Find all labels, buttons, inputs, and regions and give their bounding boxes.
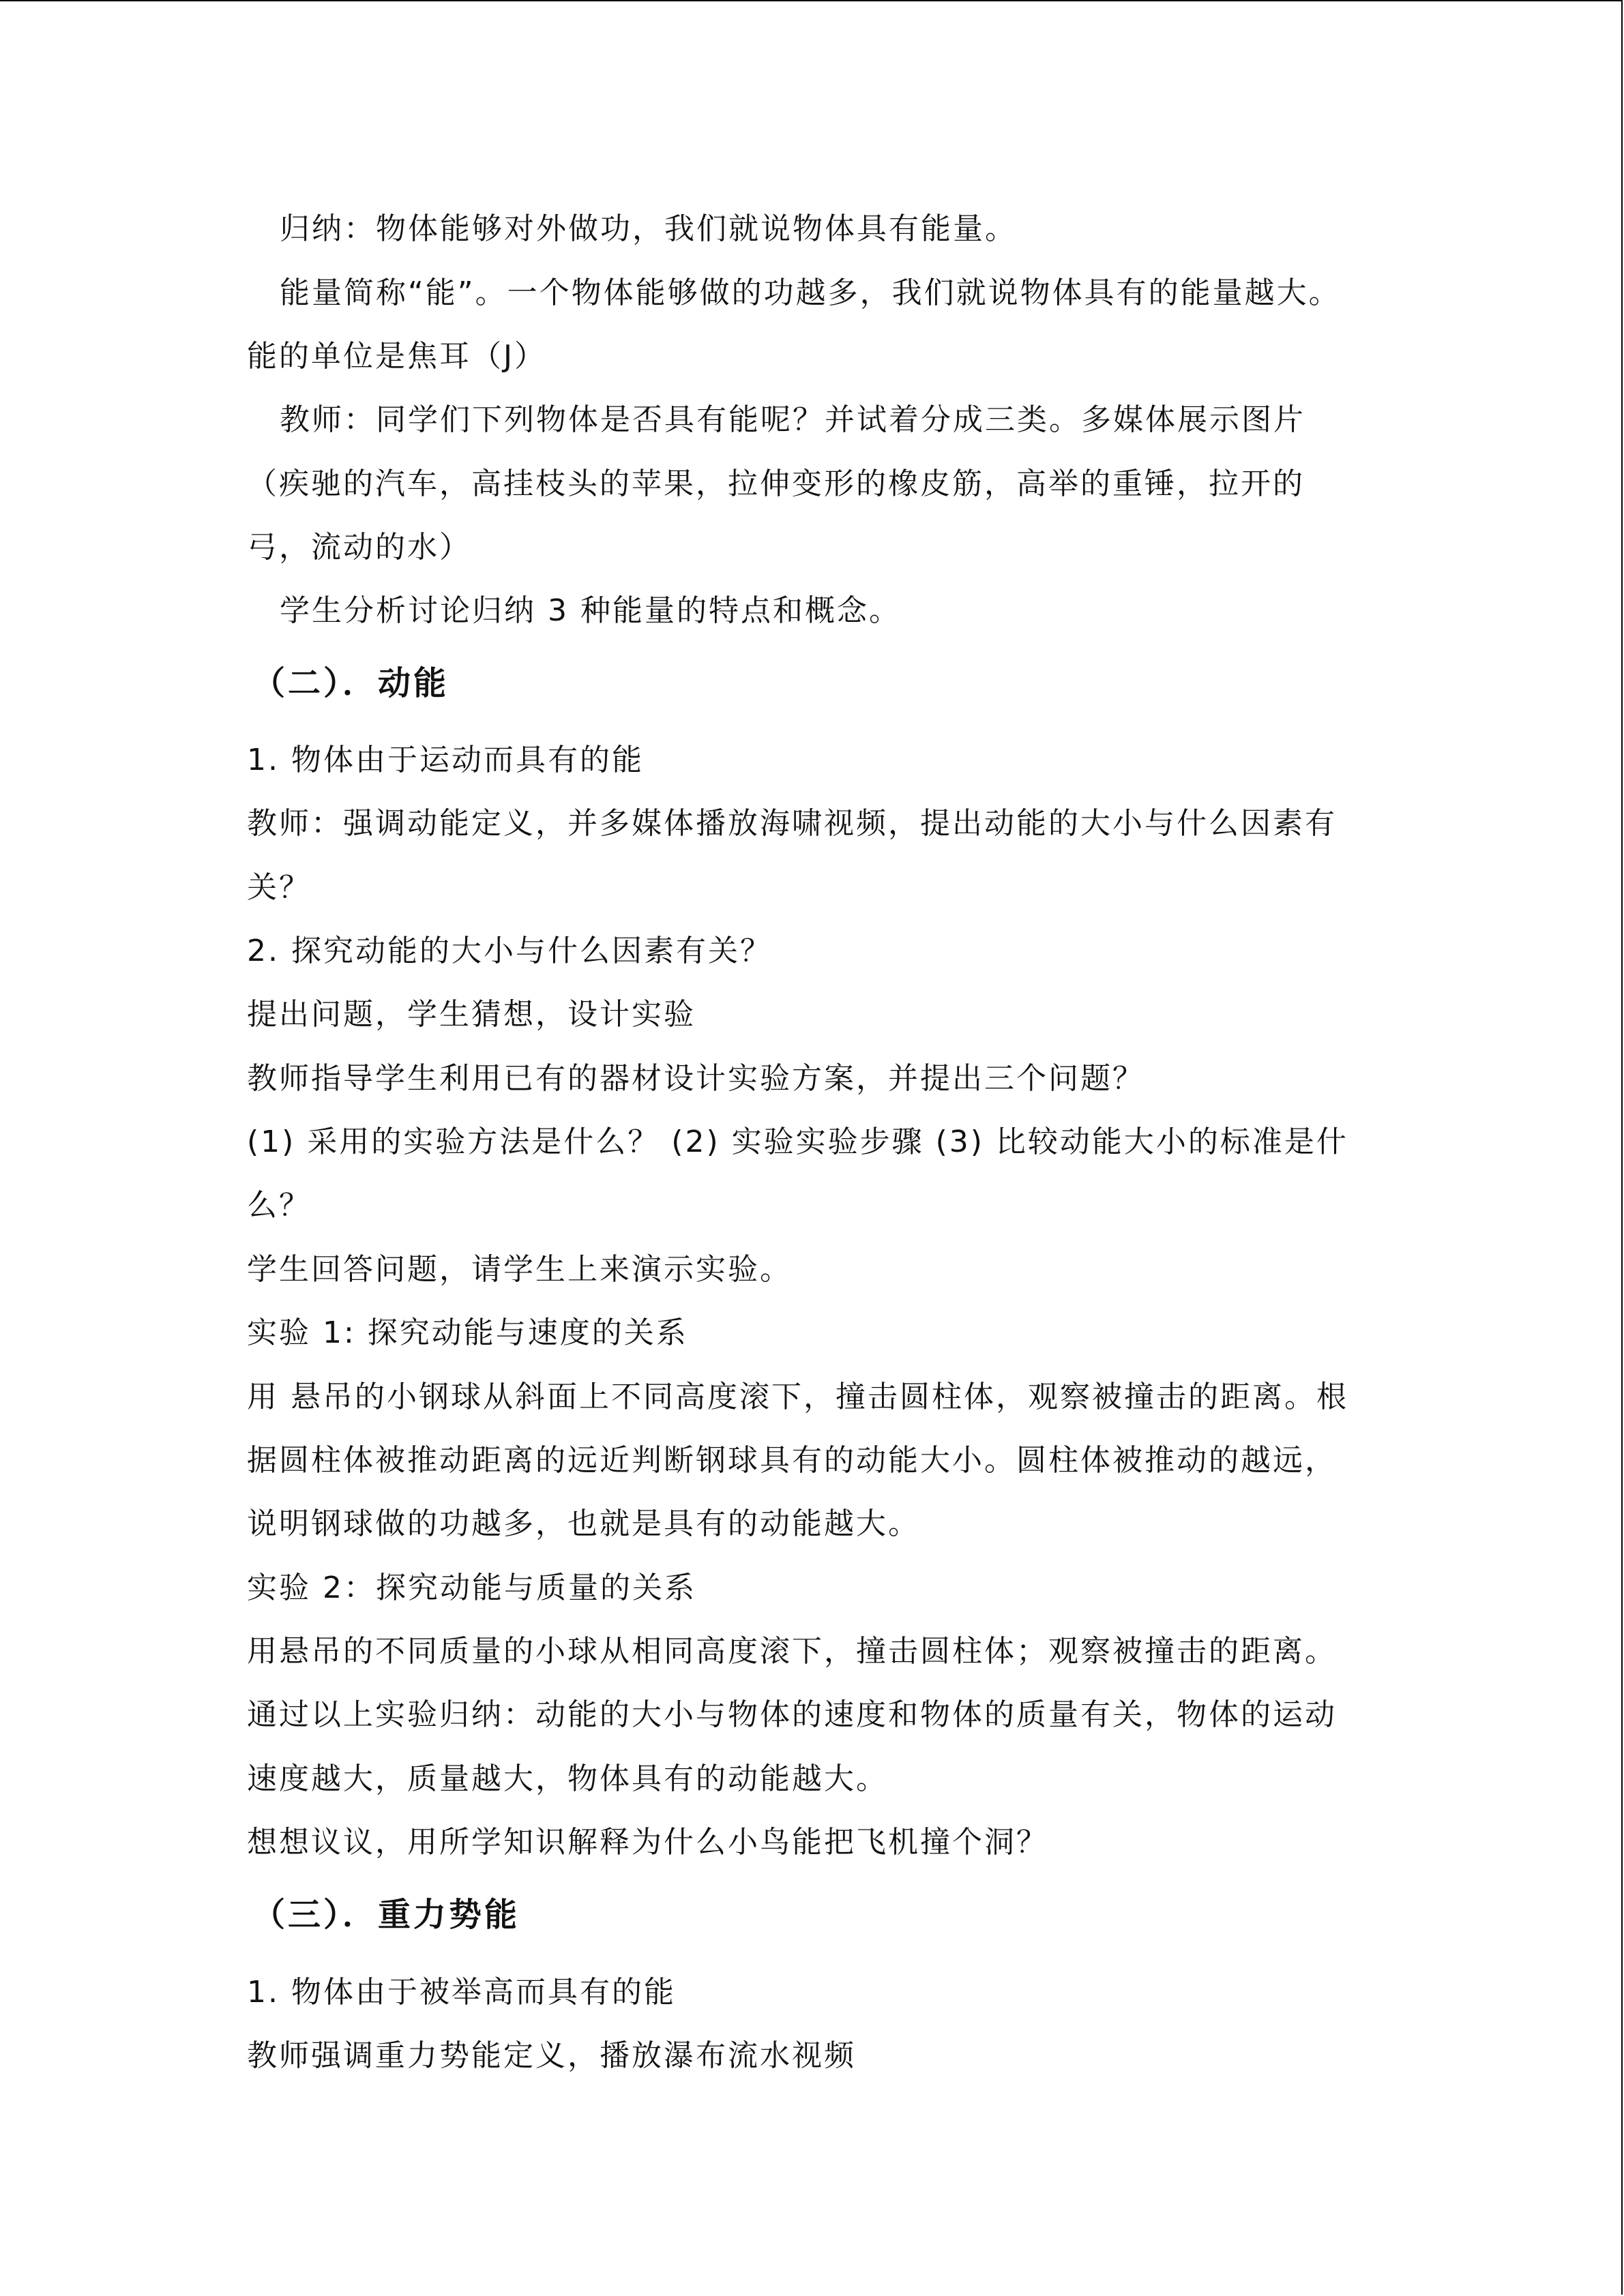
paragraph-line: (1) 采用的实验方法是什么？ (2) 实验实验步骤 (3) 比较动能大小的标准是什 xyxy=(247,1124,1348,1159)
paragraph-line: 速度越大，质量越大，物体具有的动能越大。 xyxy=(247,1761,888,1796)
paragraph-line: 想想议议，用所学知识解释为什么小鸟能把飞机撞个洞？ xyxy=(247,1825,1048,1860)
paragraph-line: 用 悬吊的小钢球从斜面上不同高度滚下，撞击圆柱体，观察被撞击的距离。根 xyxy=(247,1380,1348,1414)
paragraph-line: 学生分析讨论归纳 3 种能量的特点和概念。 xyxy=(280,593,901,628)
paragraph-line: 通过以上实验归纳：动能的大小与物体的速度和物体的质量有关，物体的运动 xyxy=(247,1697,1337,1732)
paragraph-line: 实验 1: 探究动能与速度的关系 xyxy=(247,1315,688,1350)
paragraph-line: 关？ xyxy=(247,870,311,905)
paragraph-line: 说明钢球做的功越多，也就是具有的动能越大。 xyxy=(247,1506,920,1541)
paragraph-line: 学生回答问题，请学生上来演示实验。 xyxy=(247,1252,792,1287)
paragraph-line: 么？ xyxy=(247,1188,311,1223)
paragraph-line: 弓，流动的水） xyxy=(247,530,471,565)
paragraph-line: 教师强调重力势能定义，播放瀑布流水视频 xyxy=(247,2038,856,2073)
paragraph-line: 2. 探究动能的大小与什么因素有关？ xyxy=(247,934,772,968)
paragraph-line: 教师：同学们下列物体是否具有能呢？并试着分成三类。多媒体展示图片 xyxy=(280,402,1305,437)
paragraph-line: 教师指导学生利用已有的器材设计实验方案，并提出三个问题？ xyxy=(247,1061,1145,1096)
paragraph-line: 1. 物体由于被举高而具有的能 xyxy=(247,1975,676,2010)
paragraph-line: 提出问题，学生猜想，设计实验 xyxy=(247,997,696,1032)
paragraph-line: 能的单位是焦耳（J） xyxy=(247,339,546,374)
paragraph-line: 能量简称“能”。一个物体能够做的功越多，我们就说物体具有的能量越大。 xyxy=(280,275,1341,310)
paragraph-line: 1. 物体由于运动而具有的能 xyxy=(247,743,644,777)
paragraph-line: 据圆柱体被推动距离的远近判断钢球具有的动能大小。圆柱体被推动的越远， xyxy=(247,1443,1337,1478)
paragraph-line: 教师：强调动能定义，并多媒体播放海啸视频，提出动能的大小与什么因素有 xyxy=(247,806,1337,841)
section-heading: （三）．重力势能 xyxy=(252,1896,520,1934)
paragraph-line: 归纳：物体能够对外做功，我们就说物体具有能量。 xyxy=(280,211,1017,246)
paragraph-line: 用悬吊的不同质量的小球从相同高度滚下，撞击圆柱体；观察被撞击的距离。 xyxy=(247,1634,1337,1669)
paragraph-line: （疾驰的汽车，高挂枝头的苹果，拉伸变形的橡皮筋，高举的重锤，拉开的 xyxy=(247,466,1305,501)
paragraph-line: 实验 2：探究动能与质量的关系 xyxy=(247,1570,696,1605)
section-heading: （二）．动能 xyxy=(252,664,449,702)
